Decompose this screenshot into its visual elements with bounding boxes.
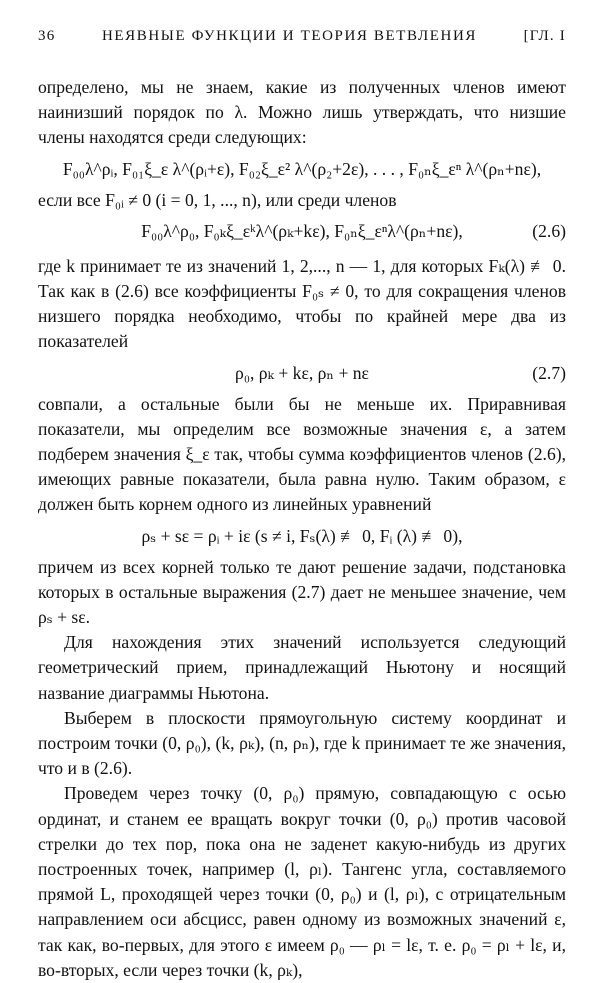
formula-linear-equations-text: ρₛ + sε = ρᵢ + iε (s ≠ i, Fₛ(λ) ≢ 0, Fᵢ (λ) ≢ 0), xyxy=(141,525,463,546)
formula-2-6-text: F₀₀λ^ρ₀, F₀ₖξ_εᵏλ^(ρₖ+kε), F₀ₙξ_εⁿλ^(ρₙ+nε), xyxy=(141,220,463,241)
equation-number-2-6: (2.6) xyxy=(532,220,566,241)
paragraph-3: где k принимает те из значений 1, 2,..., n — 1, для которых Fₖ(λ) ≢ 0. Так как в (2.6) все коэффициенты F₀ₛ ≠ 0, то для сокращения членов низшего порядка необходимо, чтобы по крайней мере два из показателей xyxy=(38,255,566,352)
paragraph-4: совпали, а остальные были бы не меньше их. Приравнивая показатели, мы определим все возможные значения ε, а затем подберем значения ξ_ε так, чтобы сумма коэффициентов членов (2.6), имеющих равные показатели, была равна нулю. Таким образом, ε должен быть корнем одного из линейных уравнений xyxy=(38,393,566,515)
formula-lowest-terms xyxy=(38,157,566,182)
running-title: НЕЯВНЫЕ ФУНКЦИИ И ТЕОРИЯ ВЕТВЛЕНИЯ xyxy=(101,28,478,44)
running-header xyxy=(38,28,566,45)
formula-lowest-terms-text: F₀₀λ^ρᵢ, F₀₁ξ_ε λ^(ρᵢ+ε), F₀₂ξ_ε² λ^(ρ₂+2ε), . . . , F₀ₙξ_εⁿ λ^(ρₙ+nε), xyxy=(62,158,542,179)
equation-number-2-7: (2.7) xyxy=(532,362,566,383)
formula-2-7-text: ρ₀, ρₖ + kε, ρₙ + nε xyxy=(235,362,369,383)
formula-linear-equations xyxy=(38,524,566,549)
paragraph-8: Проведем через точку (0, ρ₀) прямую, совпадающую с осью ординат, и станем ее вращать вокруг точки (0, ρ₀) против часовой стрелки до тех пор, пока она не заденет какую-нибудь из других построенных точек, например (l, ρₗ). Тангенс угла, составляемого прямой L, проходящей через точки (0, ρ₀) и (l, ρₗ), с отрицательным направлением оси абсцисс, равен одному из возможных значений ε, так как, во-первых, для этого ε имеем ρ₀ — ρₗ = lε, т. е. ρ₀ = ρₗ + lε, и, во-вторых, если через точки (k, ρₖ), xyxy=(38,783,566,980)
paragraph-1: определено, мы не знаем, какие из полученных членов имеют наинизший порядок по λ. Можно лишь утверждать, что низшие члены находятся среди следующих: xyxy=(38,77,566,148)
formula-2-6 xyxy=(38,219,566,244)
page-number: 36 xyxy=(38,28,56,44)
chapter-marker: [ГЛ. I xyxy=(523,28,566,44)
formula-2-7 xyxy=(38,361,566,386)
paragraph-5: причем из всех корней только те дают решение задачи, подстановка которых в остальные выражения (2.7) дает не меньшее значение, чем ρₛ + sε. xyxy=(38,556,566,628)
book-page xyxy=(38,28,566,983)
paragraph-2: если все F₀ᵢ ≠ 0 (i = 0, 1, ..., n), или среди членов xyxy=(38,189,397,210)
paragraph-7: Выберем в плоскости прямоугольную систему координат и построим точки (0, ρ₀), (k, ρₖ), (n, ρₙ), где k принимает те же значения, что и в (2.6). xyxy=(38,707,566,779)
paragraph-6: Для нахождения этих значений используется следующий геометрический прием, принадлежащий Ньютону и носящий название диаграммы Ньютона. xyxy=(38,632,566,703)
